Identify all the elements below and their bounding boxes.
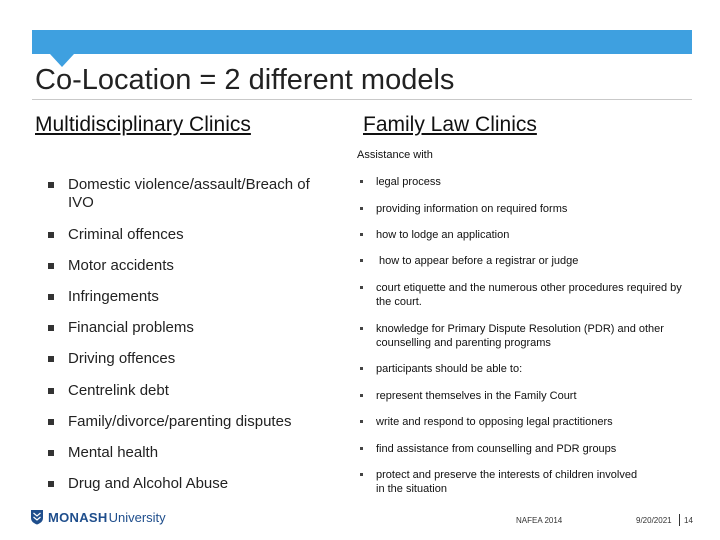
monash-logo — [30, 509, 166, 525]
bullet-icon — [360, 367, 363, 370]
bullet-icon — [48, 419, 54, 425]
left-list-item: Motor accidents — [48, 257, 338, 275]
bullet-icon — [360, 473, 363, 476]
right-list-item: how to appear before a registrar or judge — [360, 254, 686, 268]
assistance-intro: Assistance with — [357, 149, 433, 161]
bullet-icon — [48, 325, 54, 331]
bullet-icon — [360, 394, 363, 397]
right-list-item: legal process — [360, 175, 686, 189]
page-number: 14 — [684, 516, 693, 525]
bullet-icon — [360, 259, 363, 262]
left-list-item: Drug and Alcohol Abuse — [48, 475, 338, 493]
footer-date: 9/20/2021 — [636, 516, 672, 525]
slide-title: Co-Location = 2 different models — [35, 64, 455, 96]
shield-icon — [30, 509, 44, 525]
bullet-icon — [48, 182, 54, 188]
left-list-item: Centrelink debt — [48, 382, 338, 400]
right-list-item: represent themselves in the Family Court — [360, 389, 686, 403]
header-accent-bar — [32, 30, 692, 54]
logo-text-light: University — [108, 509, 166, 525]
left-list-item: Mental health — [48, 444, 338, 462]
left-list-item: Driving offences — [48, 350, 338, 368]
bullet-icon — [48, 294, 54, 300]
footer-divider — [679, 514, 680, 526]
right-list-item: providing information on required forms — [360, 202, 686, 216]
bullet-icon — [48, 450, 54, 456]
right-list-item: knowledge for Primary Dispute Resolution (PDR) and other counselling and parenting programs — [360, 322, 676, 350]
bullet-icon — [360, 233, 363, 236]
bullet-icon — [48, 263, 54, 269]
bullet-icon — [48, 232, 54, 238]
right-list-item: write and respond to opposing legal practitioners — [360, 415, 686, 429]
left-list-item: Domestic violence/assault/Breach of IVO — [48, 176, 338, 212]
left-list-item: Infringements — [48, 288, 338, 306]
left-list-item: Family/divorce/parenting disputes — [48, 413, 338, 431]
title-divider — [32, 99, 692, 100]
footer-event: NAFEA 2014 — [516, 516, 563, 525]
right-list-item: find assistance from counselling and PDR groups — [360, 442, 686, 456]
right-list-item: court etiquette and the numerous other procedures required by the court. — [360, 281, 686, 309]
bullet-icon — [360, 447, 363, 450]
logo-text-strong: MONASH — [48, 509, 108, 525]
bullet-icon — [360, 420, 363, 423]
bullet-icon — [360, 286, 363, 289]
right-list-item: how to lodge an application — [360, 228, 686, 242]
bullet-icon — [360, 327, 363, 330]
bullet-icon — [360, 180, 363, 183]
left-list-item: Financial problems — [48, 319, 338, 337]
right-list-item: participants should be able to: — [360, 362, 686, 376]
bullet-icon — [360, 207, 363, 210]
bullet-icon — [48, 356, 54, 362]
left-list-item: Criminal offences — [48, 226, 338, 244]
bullet-icon — [48, 481, 54, 487]
right-column-heading: Family Law Clinics — [363, 113, 537, 136]
left-column-heading: Multidisciplinary Clinics — [35, 113, 251, 136]
bullet-icon — [48, 388, 54, 394]
right-list-item: protect and preserve the interests of children involved in the situation — [360, 468, 646, 496]
